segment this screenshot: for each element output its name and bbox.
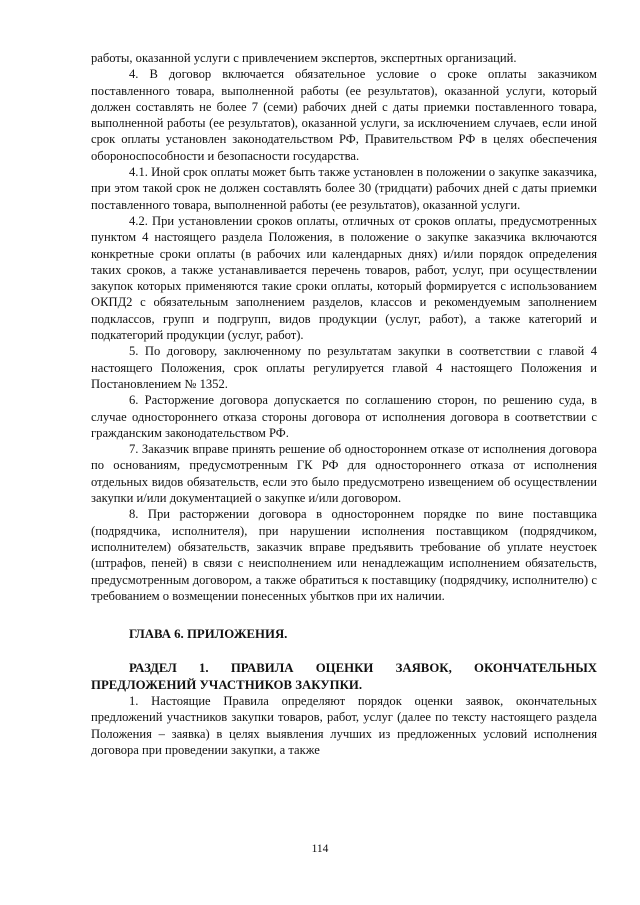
paragraph-clause-6: 6. Расторжение договора допускается по соглашению сторон, по решению суда, в случае одностороннего отказа стороны договора от исполнения договора в соответствии с гражданским законодательством РФ. xyxy=(91,393,597,440)
paragraph-rules-clause-1: 1. Настоящие Правила определяют порядок оценки заявок, окончательных предложений участников закупки товаров, работ, услуг (далее по тексту настоящего раздела Положения – заявка) в целях выявления лучших из предложенных условий исполнения договора при проведении закупки, а также xyxy=(91,693,597,757)
paragraph-clause-4-1: 4.1. Иной срок оплаты может быть также установлен в положении о закупке заказчика, при этом такой срок не должен составлять более 30 (тридцати) рабочих дней с даты приемки поставленного товара, выполненной работы (ее результатов), оказанной услуги. xyxy=(91,165,597,212)
document-page xyxy=(91,50,597,758)
paragraph-continuation: работы, оказанной услуги с привлечением экспертов, экспертных организаций. xyxy=(91,51,517,65)
paragraph-clause-8: 8. При расторжении договора в одностороннем порядке по вине поставщика (подрядчика, исполнителя), при нарушении исполнения поставщиком (подрядчиком, исполнителем) обязательств, заказчик вправе предъявить требование об уплате неустоек (штрафов, пеней) в связи с неисполнением или ненадлежащим исполнением обязательств, предусмотренным договором, а также обратиться к поставщику (подрядчику, исполнителю) с требованием о возмещении понесенных убытков при их наличии. xyxy=(91,507,597,603)
page-number: 114 xyxy=(311,843,329,855)
chapter-heading: ГЛАВА 6. ПРИЛОЖЕНИЯ. xyxy=(129,627,288,642)
paragraph-clause-7: 7. Заказчик вправе принять решение об одностороннем отказе от исполнения договора по основаниям, предусмотренным ГК РФ для одностороннего отказа от исполнения отдельных видов обязательств, если это было предусмотрено извещением об осуществлении закупки и/или документацией о закупке и/или договором. xyxy=(91,442,597,506)
section-heading: РАЗДЕЛ 1. ПРАВИЛА ОЦЕНКИ ЗАЯВОК, ОКОНЧАТЕЛЬНЫХ ПРЕДЛОЖЕНИЙ УЧАСТНИКОВ ЗАКУПКИ. xyxy=(91,661,597,692)
paragraph-clause-4: 4. В договор включается обязательное условие о сроке оплаты заказчиком поставленного товара, выполненной работы (ее результатов), оказанной услуги, который должен составлять не более 7 (семи) рабочих дней с даты приемки поставленного товара, выполненной работы (ее результатов), оказанной услуги, за исключением случаев, если иной срок оплаты установлен законодательством РФ, Правительством РФ в целях обеспечения обороноспособности и безопасности государства. xyxy=(91,67,597,163)
paragraph-clause-5: 5. По договору, заключенному по результатам закупки в соответствии с главой 4 настоящего Положения, срок оплаты регулируется главой 4 настоящего Положения и Постановлением № 1352. xyxy=(91,344,597,391)
paragraph-clause-4-2: 4.2. При установлении сроков оплаты, отличных от сроков оплаты, предусмотренных пунктом 4 настоящего раздела Положения, в положение о закупке заказчика включаются конкретные сроки оплаты (в рабочих или календарных днях) и/или порядок определения таких сроков, а также устанавливается перечень товаров, работ, услуг, при осуществлении закупок которых применяются такие сроки оплаты, который формируется с использованием ОКПД2 с обязательным заполнением разделов, классов и рекомендуемым заполнением подклассов, групп и подгрупп, видов продукции (услуг, работ), а также категорий и подкатегорий продукции (услуг, работ). xyxy=(91,213,597,343)
